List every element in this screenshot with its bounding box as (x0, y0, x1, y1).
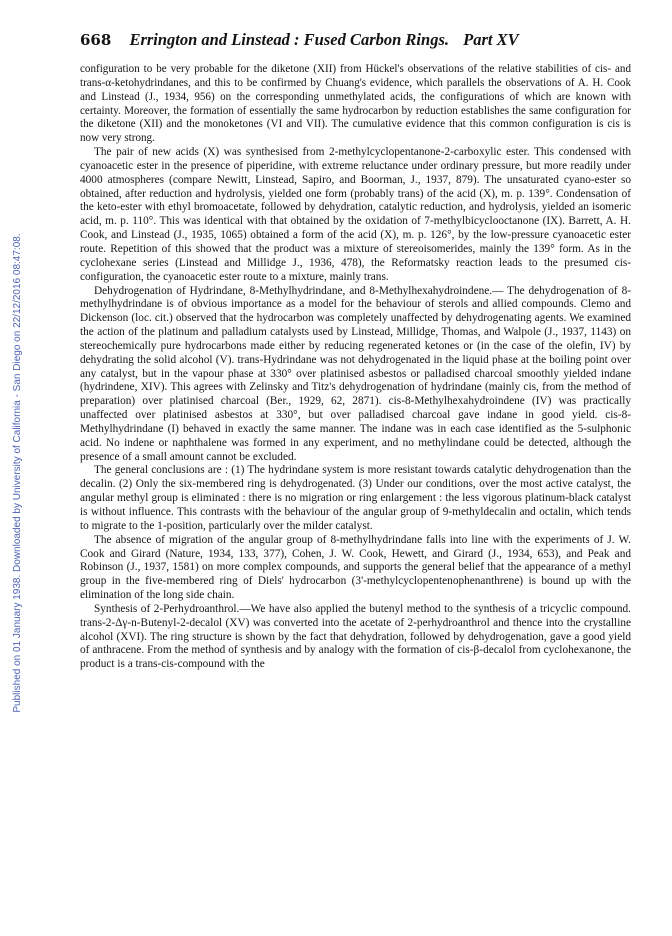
running-header (80, 30, 620, 52)
page-number: 668 (80, 31, 112, 49)
paragraph-dehydrogenation: Dehydrogenation of Hydrindane, 8-Methylhydrindane, and 8-Methylhexahydroindene.— The dehydrogenation of 8-methylhydrindane is of obvious importance as a model for the behaviour of sterols and allied compounds. Clemo and Dickenson (loc. cit.) observed that the hydrocarbon was completely unaffected by dehydrogenating agents. We examined the action of the platinum and palladium catalysts used by Linstead, Millidge, Thomas, and Walpole (J., 1937, 1143) on stereochemically pure hydrocarbons made either by reducing regenerated ketones or (in the case of the olefin, IV) by dehydrating the solid alcohol (V). trans-Hydrindane was not dehydrogenated in the liquid phase at the boiling point over any catalyst, but in the vapour phase at 330° over platinised asbestos or palladised charcoal smoothly yielded indane (hydrindene, XIV). This agrees with Zelinsky and Titz's dehydrogenation of hydrindane (mainly cis, from the method of preparation) over platinised charcoal (Ber., 1929, 62, 2871). cis-8-Methylhexahydroindene (IV) was practically unaffected over platinised asbestos at 330°, but over palladised charcoal gave indane in good yield. cis-8-Methylhydrindane (I) behaved in exactly the same manner. The indane was in each case identified as the 5-sulphonic acid. No indene or naphthalene was formed in any experiment, and no methylindane could be detected, although the presence of a small amount cannot be excluded. (80, 284, 631, 463)
paragraph-continuation: configuration to be very probable for the diketone (XII) from Hückel's observations of the relative stabilities of cis- and trans-α-ketohydrindanes, and this to be confirmed by Chuang's evidence, which parallels the observations of A. H. Cook and Linstead (J., 1934, 956) on the corresponding unmethylated acids, the configurations of which are known with certainty. Moreover, the formation of essentially the same hydrocarbon by reduction establishes the same configuration for the diketone (XII) and the monoketones (VI and VII). The cumulative evidence that this common configuration is cis is now very strong. (80, 63, 631, 145)
download-notice: Published on 01 January 1938. Downloaded by University of California - San Diego on 22/12/2016 08:47:08. (12, 233, 23, 713)
header-part: Part XV (463, 30, 519, 49)
header-title: Errington and Linstead : Fused Carbon Rings. (129, 30, 449, 49)
paragraph-migration: The absence of migration of the angular group of 8-methylhydrindane falls into line with the experiments of J. W. Cook and Girard (Nature, 1934, 133, 377), Cohen, J. W. Cook, Hewett, and Girard (J., 1934, 653), and Peak and Robinson (J., 1937, 1581) on more complex compounds, and supports the general belief that the appearance of a methyl group in the five-membered ring of Diels' hydrocarbon (3'-methylcyclopentenophenanthrene) is bound up with the elimination of the long side chain. (80, 533, 631, 602)
paragraph-new-acids: The pair of new acids (X) was synthesised from 2-methylcyclopentanone-2-carboxylic ester. This condensed with cyanoacetic ester in the presence of piperidine, with extreme reluctance under ordinary pressure, but more readily under 4000 atmospheres (compare Newitt, Linstead, Sapiro, and Boorman, J., 1937, 879). The unsaturated cyano-ester so obtained, after reduction and hydrolysis, yielded one form (probably trans) of the acid (X), m. p. 139°. Condensation of the keto-ester with ethyl bromoacetate, followed by dehydration, catalytic reduction, and hydrolysis, yielded an isomeric acid, m. p. 110°. This was identical with that obtained by the oxidation of 7-methylbicyclooctanone (IX). Barrett, A. H. Cook, and Linstead (J., 1935, 1065) obtained a form of the acid (X), m. p. 126°, by the low-pressure cyanoacetic ester route. Repetition of this showed that the product was a mixture of stereoisomerides, mainly the 139° form. As in the cyclohexane series (Linstead and Millidge J., 1936, 478), the Reformatsky reaction leads to the presumed cis-configuration, the cyanoacetic ester route to a mixture, mainly trans. (80, 146, 631, 283)
article-body (80, 63, 631, 672)
paragraph-perhydroanthrol: Synthesis of 2-Perhydroanthrol.—We have also applied the butenyl method to the synthesis of a tricyclic compound. trans-2-Δγ-n-Butenyl-2-decalol (XV) was converted into the acetate of 2-perhydroanthrol and thence into the crystalline alcohol (XVI). The ring structure is shown by the fact that dehydration, followed by dehydrogenation, gave a good yield of anthracene. From the method of synthesis and by analogy with the formation of cis-β-decalol from cyclohexanone, the product is a trans-cis-compound with the (80, 602, 631, 671)
paragraph-conclusions: The general conclusions are : (1) The hydrindane system is more resistant towards catalytic dehydrogenation than the decalin. (2) Only the six-membered ring is dehydrogenated. (3) Under our conditions, over the most active catalyst, the angular methyl group is eliminated : there is no migration or ring enlargement : the less vigorous platinum-black catalyst is without influence. This contrasts with the behaviour of the angular group of 9-methyldecalin and octalin, which tends to migrate to the 1-position, particularly over the milder catalyst. (80, 464, 631, 532)
